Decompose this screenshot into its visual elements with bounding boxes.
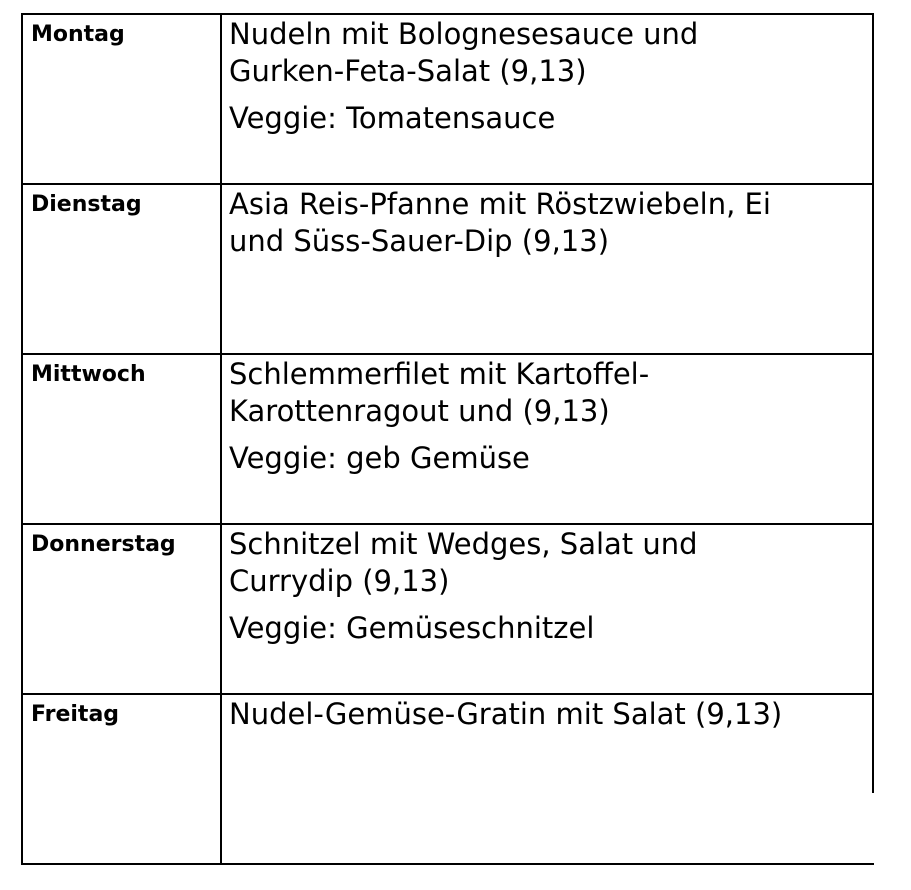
meal-cell <box>221 14 873 184</box>
day-cell <box>22 524 221 694</box>
meal-cell <box>221 184 873 354</box>
day-cell <box>22 14 221 184</box>
meal-description: Nudeln mit Bolognesesauce und Gurken-Feta-Salat (9,13) <box>229 17 699 88</box>
weekly-menu-table <box>21 13 874 865</box>
border-gap <box>868 793 876 863</box>
meal-cell <box>221 524 873 694</box>
meal-description: Schlemmerfilet mit Kartoffel- Karottenragout und (9,13) <box>229 357 650 428</box>
veggie-option: Veggie: Tomatensauce <box>229 101 556 135</box>
meal-description: Asia Reis-Pfanne mit Röstzwiebeln, Ei und Süss-Sauer-Dip (9,13) <box>229 187 771 258</box>
day-label: Donnerstag <box>31 532 176 557</box>
day-cell <box>22 694 221 864</box>
table-row <box>22 354 873 524</box>
day-cell <box>22 184 221 354</box>
day-label: Freitag <box>31 702 120 727</box>
day-cell <box>22 354 221 524</box>
meal-description: Nudel-Gemüse-Gratin mit Salat (9,13) <box>229 697 783 731</box>
table-row <box>22 524 873 694</box>
meal-cell <box>221 694 873 864</box>
day-label: Montag <box>31 22 125 47</box>
day-label: Mittwoch <box>31 362 146 387</box>
table-row <box>22 694 873 864</box>
table-row <box>22 14 873 184</box>
day-label: Dienstag <box>31 192 142 217</box>
meal-cell <box>221 354 873 524</box>
veggie-option: Veggie: Gemüseschnitzel <box>229 611 595 645</box>
veggie-option: Veggie: geb Gemüse <box>229 441 530 475</box>
meal-description: Schnitzel mit Wedges, Salat und Currydip (9,13) <box>229 527 698 598</box>
table-row <box>22 184 873 354</box>
